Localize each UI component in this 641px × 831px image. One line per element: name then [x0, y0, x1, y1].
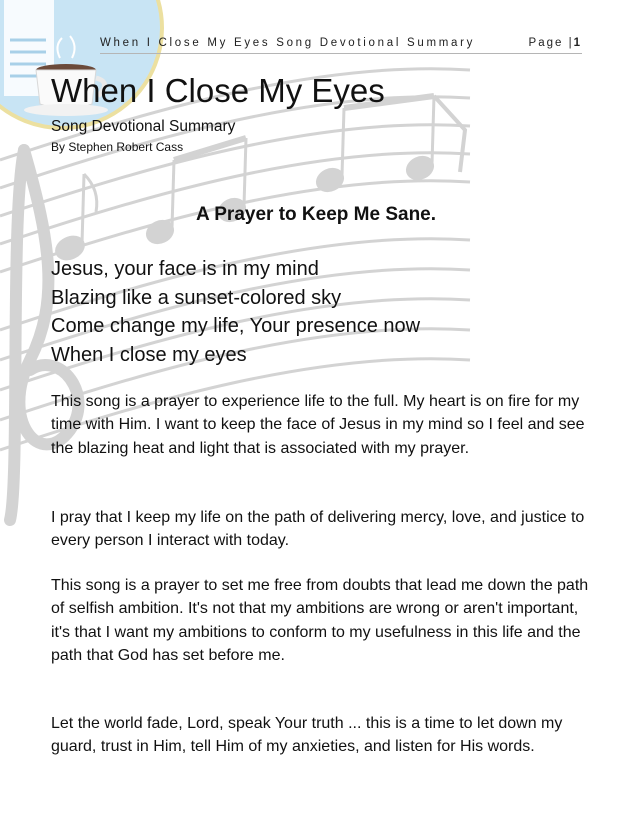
paragraph: I pray that I keep my life on the path of delivering mercy, love, and justice to every person I interact with today. [51, 509, 585, 550]
lyric-line: Come change my life, Your presence now [51, 315, 421, 337]
lyric-line: Blazing like a sunset-colored sky [51, 286, 342, 309]
lyric-line: When I close my eyes [51, 343, 247, 366]
author-byline: By Stephen Robert Cass [51, 140, 184, 154]
lyric-line: Jesus, your face is in my mind [51, 258, 319, 280]
running-title: When I Close My Eyes Song Devotional Summary [100, 37, 476, 49]
page-title: When I Close My Eyes [51, 72, 385, 109]
page-number-label: Page |1 [528, 37, 582, 49]
lyrics-block [51, 255, 420, 369]
subtitle: Song Devotional Summary [51, 118, 236, 135]
paragraph: Let the world fade, Lord, speak Your truth ... this is a time to let down my guard, trust in Him, tell Him of my anxieties, and listen for His words. [51, 715, 563, 756]
page-header [100, 37, 582, 54]
page-number: 1 [573, 37, 582, 49]
paragraph: This song is a prayer to experience life to the full. My heart is on fire for my time with Him. I want to keep the face of Jesus in my mind so I feel and see the blazing heat and light that is associated with my prayer. [51, 393, 585, 457]
paragraph: This song is a prayer to set me free from doubts that lead me down the path of selfish ambition. It's not that my ambitions are wrong or aren't important, it's that I want my ambitions to conform to my usefulness in this life and the path that God has set before me. [51, 577, 589, 664]
section-heading: A Prayer to Keep Me Sane. [195, 204, 437, 225]
